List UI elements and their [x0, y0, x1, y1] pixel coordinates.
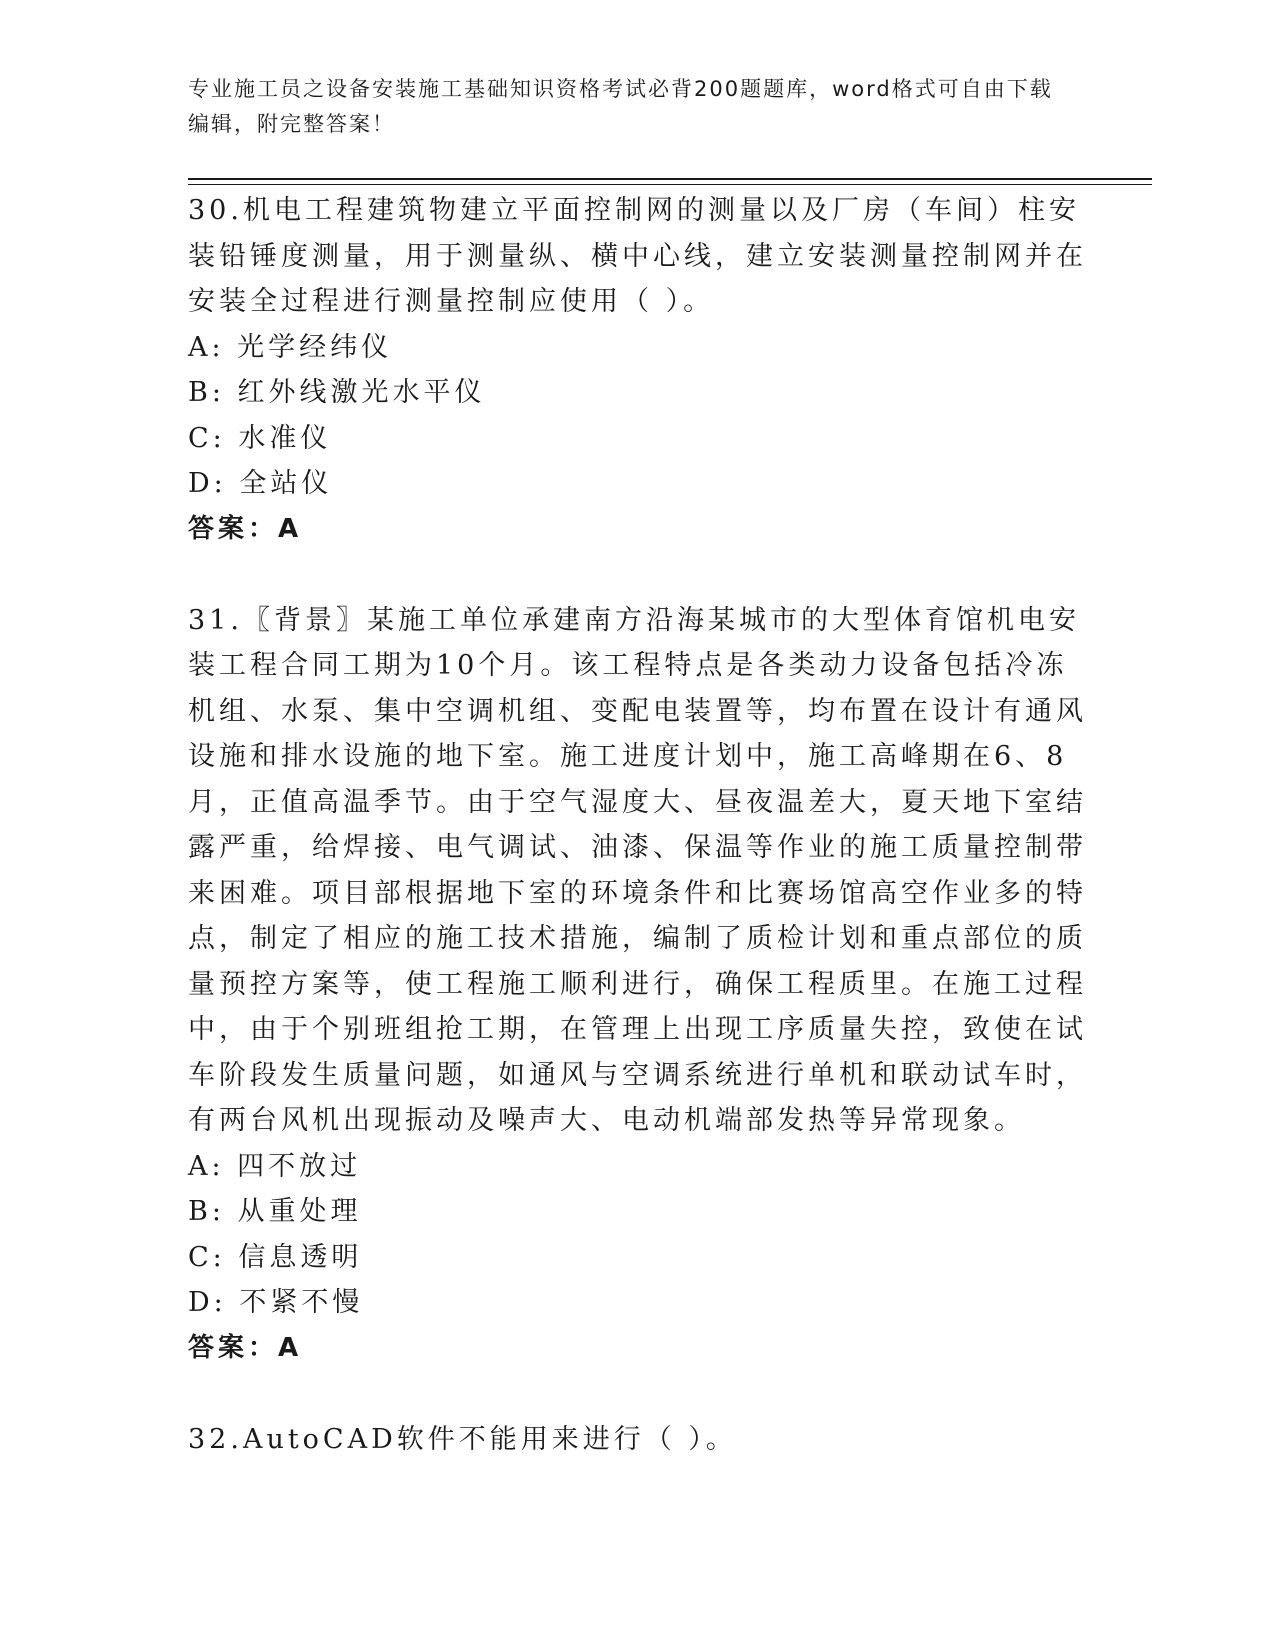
spacer [188, 552, 1088, 598]
question-32 [188, 1417, 1088, 1463]
page-header: 专业施工员之设备安装施工基础知识资格考试必背200题题库，word格式可自由下载编辑，附完整答案！ [188, 77, 1053, 136]
option-c: C: 信息透明 [188, 1241, 363, 1273]
option-b: B: 从重处理 [188, 1196, 362, 1227]
answer-line: 答案：A [188, 513, 303, 544]
option-c: C: 水准仪 [188, 422, 332, 454]
question-text: 32.AutoCAD软件不能用来进行（ ）。 [188, 1423, 737, 1455]
answer-line: 答案：A [188, 1332, 303, 1363]
header-divider-thick [188, 178, 1152, 180]
question-text: 31.〖背景〗某施工单位承建南方沿海某城市的大型体育馆机电安装工程合同工期为10个月。该工程特点是各类动力设备包括冷冻机组、水泵、集中空调机组、变配电装置等，均布置在设计有通风设施和排水设施的地下室。施工进度计划中，施工高峰期在6、8月，正值高温季节。由于空气湿度大、昼夜温差大，夏天地下室结露严重，给焊接、电气调试、油漆、保温等作业的施工质量控制带来困难。项目部根据地下室的环境条件和比赛场馆高空作业多的特点，制定了相应的施工技术措施，编制了质检计划和重点部位的质量预控方案等，使工程施工顺利进行，确保工程质里。在施工过程中，由于个别班组抢工期，在管理上出现工序质量失控，致使在试车阶段发生质量问题，如通风与空调系统进行单机和联动试车时，有两台风机出现振动及噪声大、电动机端部发热等异常现象。 [188, 604, 1087, 1136]
question-list [188, 188, 1088, 1462]
header-divider-thin [188, 184, 1152, 185]
question-31 [188, 598, 1088, 1372]
question-text: 30.机电工程建筑物建立平面控制网的测量以及厂房（车间）柱安装铅锤度测量，用于测量纵、横中心线，建立安装测量控制网并在安装全过程进行测量控制应使用（ ）。 [188, 195, 1087, 317]
question-30 [188, 188, 1088, 552]
option-a: A: 四不放过 [188, 1150, 362, 1182]
option-d: D: 全站仪 [188, 468, 333, 499]
option-a: A: 光学经纬仪 [188, 331, 393, 363]
option-b: B: 红外线激光水平仪 [188, 377, 486, 408]
spacer [188, 1371, 1088, 1417]
option-d: D: 不紧不慢 [188, 1287, 364, 1318]
